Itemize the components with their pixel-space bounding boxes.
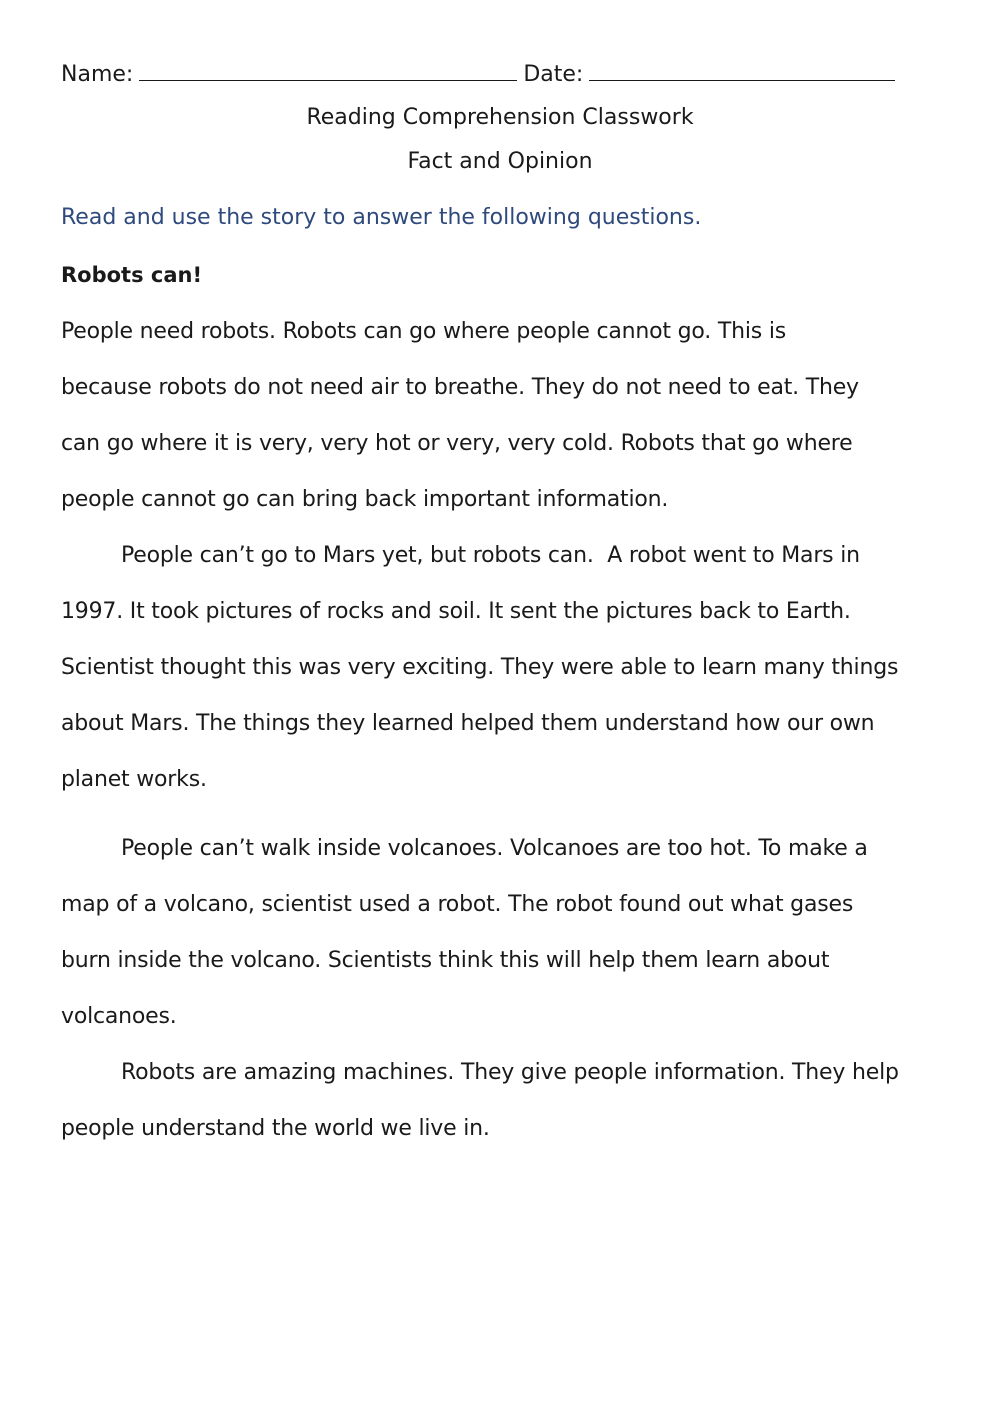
story-line: People need robots. Robots can go where people cannot go. This is: [61, 319, 786, 344]
story-line: about Mars. The things they learned helped them understand how our own: [61, 711, 875, 736]
story-line: Scientist thought this was very exciting. They were able to learn many things: [61, 655, 899, 680]
worksheet-title: Reading Comprehension Classwork: [306, 105, 694, 130]
story-line: planet works.: [61, 767, 207, 792]
name-blank-line[interactable]: [139, 60, 517, 81]
name-label: Name:: [61, 62, 134, 87]
story-line: volcanoes.: [61, 1004, 177, 1029]
story-line: map of a volcano, scientist used a robot. The robot found out what gases: [61, 892, 854, 917]
story-line: people cannot go can bring back important information.: [61, 487, 669, 512]
story-line: 1997. It took pictures of rocks and soil. It sent the pictures back to Earth.: [61, 599, 851, 624]
story-line: People can’t walk inside volcanoes. Volcanoes are too hot. To make a: [121, 836, 868, 861]
story-line: people understand the world we live in.: [61, 1116, 490, 1141]
name-date-row: [61, 60, 895, 89]
worksheet-subtitle: Fact and Opinion: [407, 149, 593, 174]
story-line: can go where it is very, very hot or very, very cold. Robots that go where: [61, 431, 853, 456]
story-title: Robots can!: [61, 263, 203, 287]
story-line: People can’t go to Mars yet, but robots can. A robot went to Mars in: [121, 543, 860, 568]
story-line: Robots are amazing machines. They give people information. They help: [121, 1060, 899, 1085]
date-blank-line[interactable]: [589, 60, 895, 81]
story-line: because robots do not need air to breathe. They do not need to eat. They: [61, 375, 859, 400]
instruction-text: Read and use the story to answer the following questions.: [61, 205, 702, 230]
date-label: Date:: [523, 62, 584, 87]
story-line: burn inside the volcano. Scientists think this will help them learn about: [61, 948, 830, 973]
